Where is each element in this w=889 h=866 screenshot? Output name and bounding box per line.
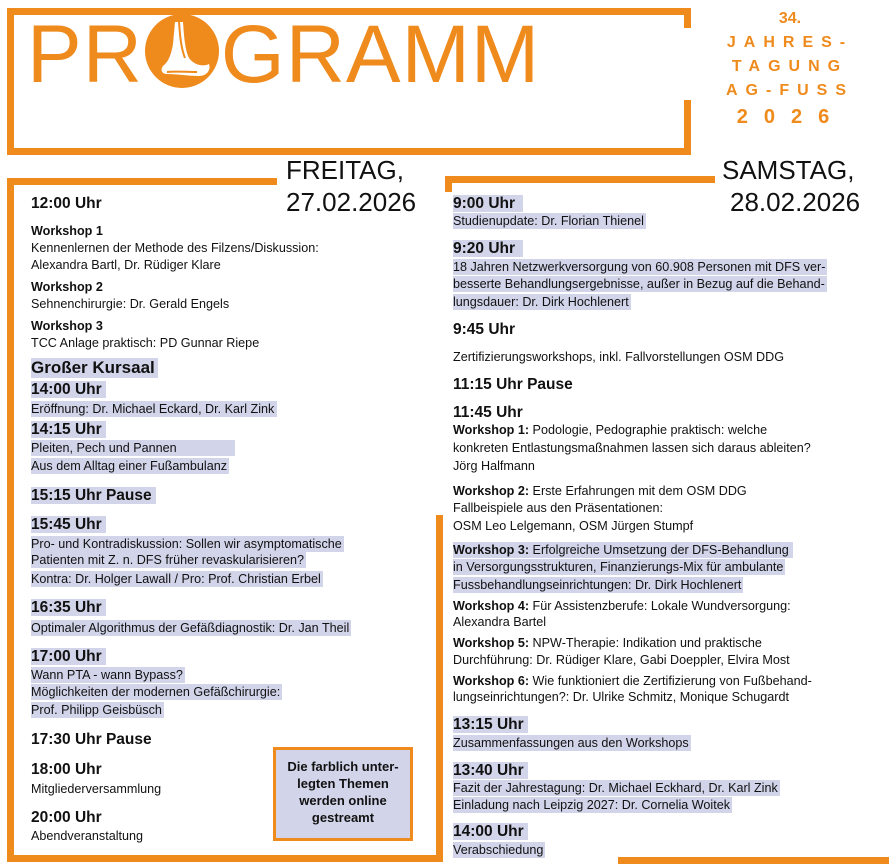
event-line-2: TAGUNG <box>731 58 849 75</box>
sat-ws1-line3: Jörg Halfmann <box>453 459 535 473</box>
fri-ws1-line1: Kennenlernen der Methode des Filzens/Diskussion: <box>31 241 319 255</box>
event-year: 2026 <box>736 106 846 128</box>
sat-ws2-label: Workshop 2: <box>453 484 530 498</box>
fri-time-1400: 14:00 Uhr <box>31 381 106 398</box>
note-line-1: Die farblich unter- <box>287 759 399 774</box>
sat-ws3-line1 <box>453 542 793 558</box>
sat-1340-line2: Einladung nach Leipzig 2027: Dr. Cornelia Woitek <box>453 798 731 812</box>
sat-0920-line2: besserte Behandlungsergebnisse, außer in Bezug auf die Behand- <box>453 277 825 291</box>
fri-time-1635: 16:35 Uhr <box>31 599 106 616</box>
fri-time-1700: 17:00 Uhr <box>31 648 106 665</box>
fri-ws1-line2: Alexandra Bartl, Dr. Rüdiger Klare <box>31 258 221 272</box>
fri-time-2000: 20:00 Uhr <box>31 809 102 826</box>
friday-bottom-bar <box>7 855 443 862</box>
sat-ws3-line2: in Versorgungsstrukturen, Finanzierungs-Mix für ambulante <box>453 560 784 574</box>
fri-time-1200: 12:00 Uhr <box>31 195 102 212</box>
sat-ws2-text: Erste Erfahrungen mit dem OSM DDG <box>529 484 747 498</box>
fri-ws2-label: Workshop 2 <box>31 280 103 294</box>
fri-1700-line3: Prof. Philipp Geisbüsch <box>31 703 162 717</box>
saturday-bottom-bar <box>618 857 889 864</box>
fri-1700-line2: Möglichkeiten der modernen Gefäßchirurgie: <box>31 685 281 699</box>
sat-ws5-line1 <box>453 635 762 651</box>
sat-ws5-label: Workshop 5: <box>453 636 530 650</box>
sat-ws2-line2: Fallbeispiele aus den Präsentationen: <box>453 501 664 515</box>
sat-ws1-line1 <box>453 422 767 438</box>
sat-1315-line1: Zusammenfassungen aus den Workshops <box>453 736 689 750</box>
fri-ws3-line1: TCC Anlage praktisch: PD Gunnar Riepe <box>31 336 260 350</box>
friday-top-bar <box>7 178 277 185</box>
note-line-4: gestreamt <box>311 810 375 825</box>
sat-ws2-line3: OSM Leo Lelgemann, OSM Jürgen Stumpf <box>453 519 694 533</box>
title-part-1: PR <box>27 9 143 100</box>
sat-0920-line3: lungsdauer: Dr. Dirk Hochlenert <box>453 295 629 309</box>
fri-time-1800: 18:00 Uhr <box>31 761 102 778</box>
fri-1545-line1: Pro- und Kontradiskussion: Sollen wir asymptomatische <box>31 537 342 551</box>
saturday-day: SAMSTAG, <box>722 155 855 185</box>
sat-ws6-text: Wie funktioniert die Zertifizierung von Fußbehand- <box>529 674 812 688</box>
streaming-note <box>273 747 413 841</box>
sat-ws2-line1 <box>453 483 747 499</box>
sat-ws4-label: Workshop 4: <box>453 599 530 613</box>
fri-2000-line1: Abendveranstaltung <box>31 829 144 843</box>
sat-ws5-text: NPW-Therapie: Indikation und praktische <box>529 636 762 650</box>
sat-ws6-line2: lungseinrichtungen?: Dr. Ulrike Schmitz, Monique Schugardt <box>453 690 790 704</box>
sat-0900-line1: Studienupdate: Dr. Florian Thienel <box>453 214 644 228</box>
sat-time-0900: 9:00 Uhr <box>453 195 523 212</box>
sat-1400-line1: Verabschiedung <box>453 843 544 857</box>
fri-time-1515: 15:15 Uhr Pause <box>31 487 156 504</box>
fri-1415-line1: Pleiten, Pech und Pannen <box>31 440 235 456</box>
sat-ws4-line1 <box>453 598 791 614</box>
sat-time-0945: 9:45 Uhr <box>453 321 516 338</box>
sat-ws5-line2: Durchführung: Dr. Rüdiger Klare, Gabi Doeppler, Elvira Most <box>453 653 790 667</box>
frame-right-short <box>684 8 691 28</box>
saturday-date: 28.02.2026 <box>730 187 861 217</box>
fri-time-1730: 17:30 Uhr Pause <box>31 731 152 748</box>
note-line-2: legten Themen <box>297 776 389 791</box>
friday-date: 27.02.2026 <box>286 187 417 217</box>
sat-1340-line1: Fazit der Jahrestagung: Dr. Michael Eckhard, Dr. Karl Zink <box>453 781 778 795</box>
friday-left-bar <box>7 178 14 860</box>
sat-ws6-label: Workshop 6: <box>453 674 530 688</box>
sat-time-1145: 11:45 Uhr <box>453 404 523 421</box>
fri-1700-line1: Wann PTA - wann Bypass? <box>31 668 183 682</box>
event-line-1: JAHRES- <box>726 34 854 51</box>
sat-ws3-label: Workshop 3: <box>453 543 530 557</box>
sat-ws1-line2: konkreten Entlastungsmaßnahmen lassen sich daraus ableiten? <box>453 441 811 455</box>
sat-time-1115: 11:15 Uhr Pause <box>453 376 573 393</box>
foot-icon <box>145 14 219 88</box>
sat-ws1-label: Workshop 1: <box>453 423 530 437</box>
title-part-2: GRAMM <box>220 9 541 100</box>
sat-ws6-line1 <box>453 673 812 689</box>
fri-1545-line3: Kontra: Dr. Holger Lawall / Pro: Prof. Christian Erbel <box>31 572 321 586</box>
fri-1635-line1: Optimaler Algorithmus der Gefäßdiagnostik: Dr. Jan Theil <box>31 621 350 635</box>
saturday-left-bar <box>445 176 452 192</box>
fri-ws3-label: Workshop 3 <box>31 319 103 333</box>
event-number: 34. <box>778 10 802 27</box>
sat-ws1-text: Podologie, Pedographie praktisch: welche <box>529 423 768 437</box>
fri-1800-line1: Mitgliederversammlung <box>31 782 162 796</box>
frame-right-lower <box>684 100 691 155</box>
sat-time-0920: 9:20 Uhr <box>453 240 523 257</box>
sat-time-1340: 13:40 Uhr <box>453 762 528 779</box>
sat-ws3-text: Erfolgreiche Umsetzung der DFS-Behandlung <box>529 543 789 557</box>
sat-ws4-line2: Alexandra Bartel <box>453 615 547 629</box>
sat-time-1315: 13:15 Uhr <box>453 716 528 733</box>
sat-0945-line1: Zertifizierungsworkshops, inkl. Fallvorstellungen OSM DDG <box>453 350 785 364</box>
fri-ws2-line1: Sehnenchirurgie: Dr. Gerald Engels <box>31 297 230 311</box>
program-title <box>27 9 541 100</box>
fri-room-heading: Großer Kursaal <box>31 358 158 378</box>
friday-right-bar <box>436 515 443 862</box>
fri-time-1545: 15:45 Uhr <box>31 516 106 533</box>
saturday-top-bar <box>445 176 715 183</box>
fri-1400-line1: Eröffnung: Dr. Michael Eckard, Dr. Karl Zink <box>31 401 277 417</box>
sat-time-1400: 14:00 Uhr <box>453 823 528 840</box>
sat-0920-line1: 18 Jahren Netzwerkversorgung von 60.908 Personen mit DFS ver- <box>453 260 826 274</box>
event-line-3: AG-FUSS <box>726 82 854 99</box>
fri-1545-line2: Patienten mit Z. n. DFS früher revaskularisieren? <box>31 553 304 567</box>
friday-day: FREITAG, <box>286 155 404 185</box>
fri-1415-line2: Aus dem Alltag einer Fußambulanz <box>31 459 228 473</box>
sat-ws4-text: Für Assistenzberufe: Lokale Wundversorgung: <box>529 599 791 613</box>
fri-ws1-label: Workshop 1 <box>31 224 103 238</box>
note-line-3: werden online <box>299 793 387 808</box>
frame-left <box>7 8 14 155</box>
sat-ws3-line3: Fussbehandlungseinrichtungen: Dr. Dirk Hochlenert <box>453 578 742 592</box>
fri-time-1415: 14:15 Uhr <box>31 421 106 438</box>
